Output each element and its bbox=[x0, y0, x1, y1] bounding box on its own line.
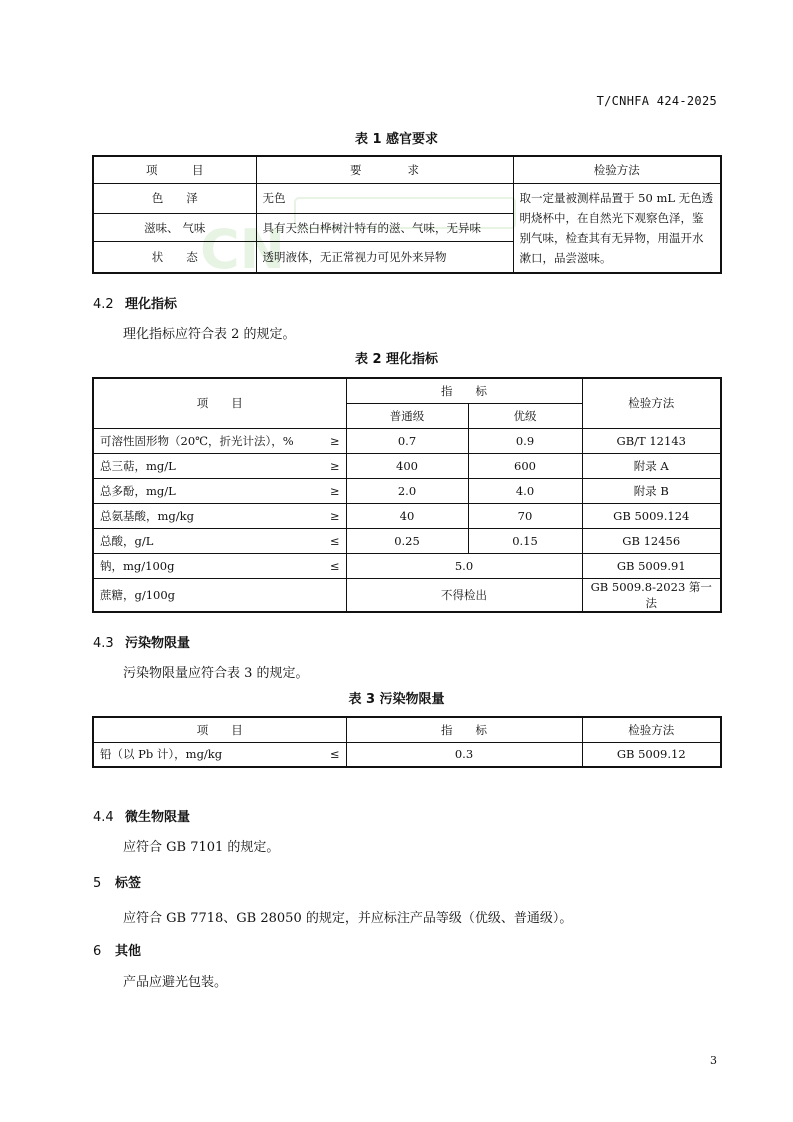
comparison-symbol: ≥ bbox=[329, 433, 340, 448]
section-4-2-text: 理化指标应符合表 2 的规定。 bbox=[123, 327, 296, 342]
table3-method: GB 5009.12 bbox=[582, 742, 721, 767]
table3-header-method: 检验方法 bbox=[582, 717, 721, 742]
comparison-symbol: ≤ bbox=[329, 558, 340, 573]
section-4-4-heading bbox=[93, 806, 190, 825]
section-4-3-text: 污染物限量应符合表 3 的规定。 bbox=[123, 666, 309, 681]
table3-header-item: 项 目 bbox=[93, 717, 346, 742]
table2-sodium-value: 5.0 bbox=[346, 553, 582, 578]
section-6-text: 产品应避光包装。 bbox=[123, 975, 228, 990]
table3-caption: 表 3 污染物限量 bbox=[348, 692, 445, 707]
table2-item: 总三萜，mg/L bbox=[100, 458, 176, 473]
table2-item: 可溶性固形物（20℃，折光计法），% bbox=[100, 433, 294, 448]
section-title: 污染物限量 bbox=[125, 636, 191, 651]
table2-header-method: 检验方法 bbox=[582, 378, 721, 428]
table2-method: GB 5009.91 bbox=[582, 553, 721, 578]
table2-item: 蔗糖，g/100g bbox=[93, 578, 346, 612]
table2-item: 总氨基酸，mg/kg bbox=[100, 508, 194, 523]
section-title: 其他 bbox=[115, 944, 142, 959]
table-row bbox=[93, 428, 721, 453]
section-6-heading bbox=[93, 940, 141, 959]
table2-item: 总多酚，mg/L bbox=[100, 483, 176, 498]
table1-method: 取一定量被测样品置于 50 mL 无色透明烧杯中，在自然光下观察色泽，鉴别气味，检查其有无异物，用温开水漱口，品尝滋味。 bbox=[513, 183, 721, 273]
table1-header-requirement: 要 求 bbox=[256, 156, 513, 183]
table2-item: 总酸，g/L bbox=[100, 533, 154, 548]
table2-method: GB 12456 bbox=[582, 528, 721, 553]
table2-premium-value: 0.15 bbox=[468, 528, 582, 553]
sensory-requirements-table bbox=[92, 155, 722, 274]
contaminants-table bbox=[92, 716, 722, 768]
page-number: 3 bbox=[710, 1054, 717, 1067]
table2-method: 附录 B bbox=[582, 478, 721, 503]
table2-normal-value: 40 bbox=[346, 503, 468, 528]
table2-method: GB 5009.8-2023 第一法 bbox=[582, 578, 721, 612]
table1-req-color: 无色 bbox=[256, 183, 513, 214]
table1-caption: 表 1 感官要求 bbox=[354, 132, 439, 147]
section-title: 标签 bbox=[115, 876, 142, 891]
table2-header-index: 指 标 bbox=[346, 378, 582, 403]
section-5-heading bbox=[93, 872, 141, 891]
document-code: T/CNHFA 424-2025 bbox=[596, 94, 717, 108]
table-row bbox=[93, 553, 721, 578]
section-5-text: 应符合 GB 7718、GB 28050 的规定，并应标注产品等级（优级、普通级）。 bbox=[123, 911, 573, 926]
table1-req-taste: 具有天然白桦树汁特有的滋、气味，无异味 bbox=[256, 214, 513, 242]
table1-item-state: 状 态 bbox=[93, 242, 256, 273]
section-4-2-heading bbox=[93, 293, 177, 312]
table-row bbox=[93, 478, 721, 503]
table2-method: GB/T 12143 bbox=[582, 428, 721, 453]
table1-req-state: 透明液体，无正常视力可见外来异物 bbox=[256, 242, 513, 273]
table3-header-index: 指 标 bbox=[346, 717, 582, 742]
table1-item-taste: 滋味、 气味 bbox=[93, 214, 256, 242]
table1-header-method: 检验方法 bbox=[513, 156, 721, 183]
comparison-symbol: ≤ bbox=[329, 747, 340, 762]
table2-normal-value: 0.7 bbox=[346, 428, 468, 453]
section-number: 5 bbox=[93, 876, 102, 891]
table2-method: 附录 A bbox=[582, 453, 721, 478]
table-row bbox=[93, 183, 721, 214]
table-row bbox=[93, 528, 721, 553]
table2-normal-value: 2.0 bbox=[346, 478, 468, 503]
table1-item-color: 色 泽 bbox=[93, 183, 256, 214]
physicochemical-table bbox=[92, 377, 722, 613]
table2-normal-value: 400 bbox=[346, 453, 468, 478]
section-number: 4.2 bbox=[93, 297, 114, 312]
table2-caption: 表 2 理化指标 bbox=[354, 352, 439, 367]
comparison-symbol: ≥ bbox=[329, 508, 340, 523]
comparison-symbol: ≥ bbox=[329, 483, 340, 498]
table-row bbox=[93, 742, 721, 767]
table2-method: GB 5009.124 bbox=[582, 503, 721, 528]
section-number: 4.3 bbox=[93, 636, 114, 651]
table-row bbox=[93, 503, 721, 528]
table2-sucrose-value: 不得检出 bbox=[346, 578, 582, 612]
table2-premium-value: 600 bbox=[468, 453, 582, 478]
table-row bbox=[93, 453, 721, 478]
table2-header-premium: 优级 bbox=[468, 403, 582, 428]
section-4-3-heading bbox=[93, 632, 190, 651]
table2-premium-value: 4.0 bbox=[468, 478, 582, 503]
comparison-symbol: ≤ bbox=[329, 533, 340, 548]
table2-normal-value: 0.25 bbox=[346, 528, 468, 553]
section-number: 6 bbox=[93, 944, 102, 959]
svg-text:CN: CN bbox=[200, 218, 285, 278]
table2-premium-value: 70 bbox=[468, 503, 582, 528]
table2-header-normal: 普通级 bbox=[346, 403, 468, 428]
comparison-symbol: ≥ bbox=[329, 458, 340, 473]
table3-item: 铅（以 Pb 计），mg/kg bbox=[100, 747, 223, 762]
table3-value: 0.3 bbox=[346, 742, 582, 767]
table1-header-item: 项 目 bbox=[93, 156, 256, 183]
table2-item: 钠，mg/100g bbox=[100, 558, 175, 573]
section-4-4-text: 应符合 GB 7101 的规定。 bbox=[123, 840, 280, 855]
section-number: 4.4 bbox=[93, 810, 114, 825]
table2-header-item: 项 目 bbox=[93, 378, 346, 428]
section-title: 理化指标 bbox=[125, 297, 178, 312]
table-row bbox=[93, 578, 721, 612]
table2-premium-value: 0.9 bbox=[468, 428, 582, 453]
section-title: 微生物限量 bbox=[125, 810, 191, 825]
